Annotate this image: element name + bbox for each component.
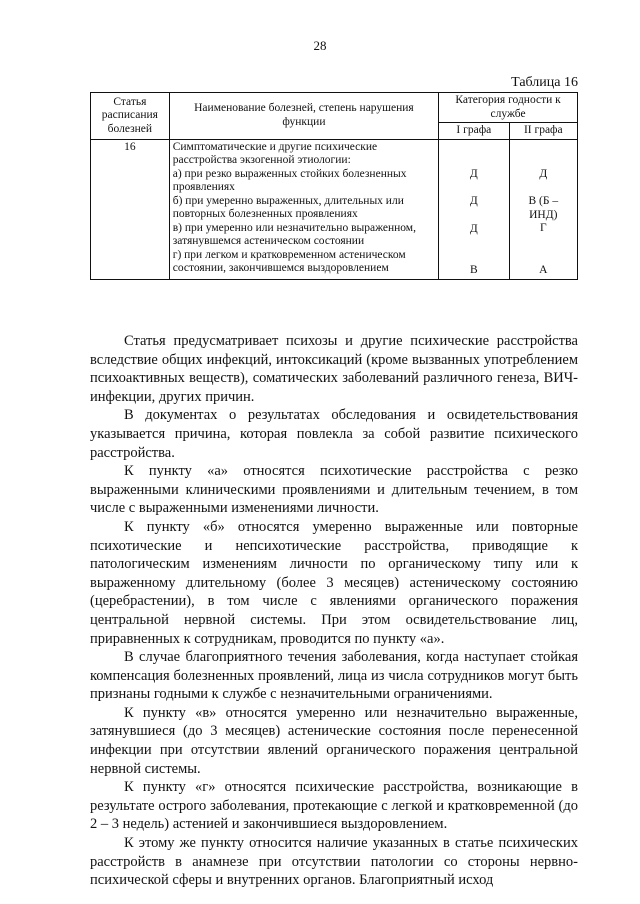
table-row [91, 139, 578, 279]
graph-1-value-a: Д [469, 167, 478, 180]
paragraph: К пункту «б» относятся умеренно выраженные или повторные психотические и непсихотические расстройства, приводящие к патологическим изменениям личности по органическому типу или к выраженному длительному (более 3 месяцев) астеническому состоянию (церебрастении), в том числе с явлениями органического поражения центральной нервной системы. При этом освидетельствование лиц, приравненных к сотрудникам, проводится по пункту «а». [90, 518, 578, 647]
table-caption: Таблица 16 [511, 75, 578, 90]
paragraph: К этому же пункту относится наличие указанных в статье психических расстройств в анамнезе при отсутствии патологии со стороны нервно-психической сферы и внутренних органов. Благоприятный исход [90, 835, 578, 889]
header-disease: Наименование болезней, степень нарушения функции [169, 93, 438, 140]
disease-item-b: б) при умеренно выраженных, длительных или повторных болезненных проявлениях [172, 194, 404, 220]
header-category: Категория годности к службе [439, 93, 578, 123]
disease-table [90, 92, 578, 280]
graph-1-value-v: Д [469, 222, 478, 235]
disease-intro: Симптоматические и другие психические расстройства экзогенной этиологии: [172, 140, 378, 166]
paragraph: В документах о результатах обследования и освидетельствования указывается причина, которая повлекла за собой развитие психического расстройства. [90, 407, 578, 461]
disease-description [169, 139, 438, 279]
graph-2-value-a: Д [539, 167, 548, 180]
disease-item-g: г) при легком и кратковременном астеническом состоянии, закончившемся выздоровлением [172, 248, 406, 274]
paragraph: Статья предусматривает психозы и другие психические расстройства вследствие общих инфекций, интоксикаций (кроме вызванных употреблением психоактивных веществ), соматических заболеваний различного генеза, ВИЧ-инфекции, других причин. [90, 333, 578, 405]
paragraph: В случае благоприятного течения заболевания, когда наступает стойкая компенсация болезненных проявлений, лица из числа сотрудников могут быть признаны годными к службе с незначительными ограничениями. [90, 649, 578, 703]
body-text [90, 332, 578, 890]
graph-2-value-b: В (Б – ИНД) [528, 195, 559, 221]
graph-2-value-g: А [539, 263, 548, 276]
paragraph: К пункту «а» относятся психотические расстройства с резко выраженными клиническими проявлениями и длительным течением, в том числе с выраженными изменениями личности. [90, 463, 578, 517]
header-article: Статья расписания болезней [91, 93, 170, 140]
graph-1-values [439, 139, 509, 279]
disease-item-a: а) при резко выраженных стойких болезненных проявлениях [172, 167, 407, 193]
article-number: 16 [91, 139, 170, 279]
disease-item-v: в) при умеренно или незначительно выраженном, затянувшемся астеническом состоянии [172, 221, 416, 247]
graph-1-value-b: Д [469, 195, 478, 207]
graph-2-values [509, 139, 577, 279]
graph-2-value-v: Г [539, 222, 547, 234]
header-graph-2: II графа [509, 123, 577, 140]
paragraph: К пункту «г» относятся психические расстройства, возникающие в результате острого заболевания, протекающие с легкой и кратковременной (до 2 – 3 недель) астенией и закончившиеся выздоровлением. [90, 779, 578, 833]
page-number: 28 [313, 38, 327, 53]
paragraph: К пункту «в» относятся умеренно или незначительно выраженные, затянувшиеся (до 3 месяцев) астенические состояния после перенесенной инфекции при отсутствии явлений органического поражения центральной нервной системы. [90, 704, 578, 777]
graph-1-value-g: В [470, 264, 478, 276]
header-graph-1: I графа [439, 123, 509, 140]
